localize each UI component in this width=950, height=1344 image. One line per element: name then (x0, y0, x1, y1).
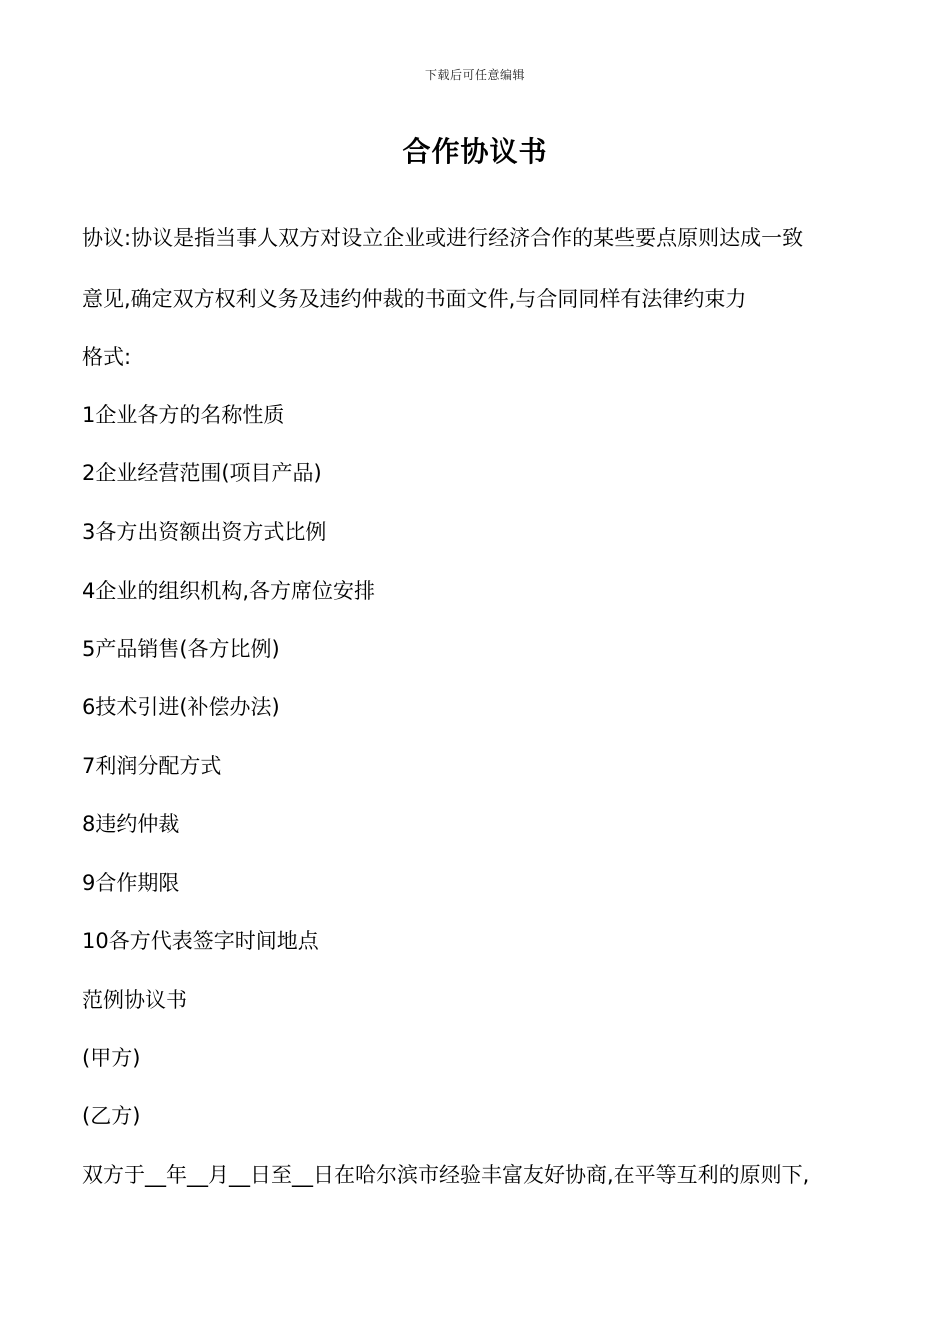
party-b-label: (乙方) (82, 1104, 141, 1128)
intro-line-2: 意见,确定双方权利义务及违约仲裁的书面文件,与合同同样有法律约束力 (82, 287, 747, 311)
format-item-4: 4企业的组织机构,各方席位安排 (82, 579, 376, 603)
example-heading: 范例协议书 (82, 988, 187, 1012)
format-heading: 格式: (82, 345, 132, 369)
format-item-10: 10各方代表签字时间地点 (82, 929, 319, 953)
format-item-1: 1企业各方的名称性质 (82, 403, 285, 427)
format-item-8: 8违约仲裁 (82, 812, 180, 836)
intro-line-1: 协议:协议是指当事人双方对设立企业或进行经济合作的某些要点原则达成一致 (82, 226, 804, 250)
format-item-5: 5产品销售(各方比例) (82, 637, 280, 661)
party-a-label: (甲方) (82, 1046, 141, 1070)
document-title: 合作协议书 (402, 135, 548, 168)
agreement-line: 双方于__年__月__日至__日在哈尔滨市经验丰富友好协商,在平等互利的原则下, (82, 1163, 810, 1187)
format-item-9: 9合作期限 (82, 871, 180, 895)
header-note: 下载后可任意编辑 (424, 68, 525, 82)
format-item-6: 6技术引进(补偿办法) (82, 695, 280, 719)
format-item-3: 3各方出资额出资方式比例 (82, 520, 327, 544)
format-item-2: 2企业经营范围(项目产品) (82, 461, 322, 485)
format-item-7: 7利润分配方式 (82, 754, 222, 778)
